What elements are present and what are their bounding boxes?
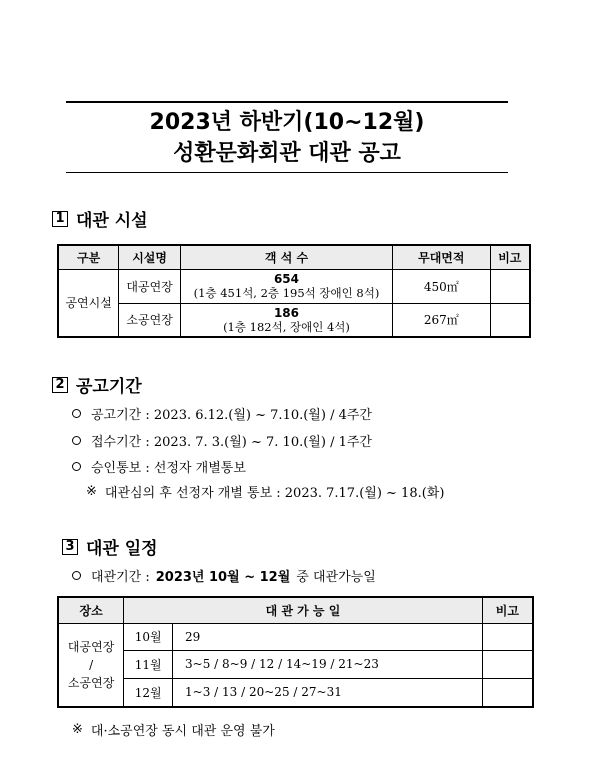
facility-header-name: 시설명 <box>119 245 181 269</box>
schedule-days: 1~3 / 13 / 20~25 / 27~31 <box>173 678 483 707</box>
rental-period-suffix: 중 대관가능일 <box>296 570 376 585</box>
schedule-note <box>482 623 533 650</box>
facility-header-area: 무대면적 <box>393 245 491 269</box>
schedule-venue-line1: 대공연장 <box>67 639 115 654</box>
schedule-row <box>58 678 533 707</box>
schedule-venue-line3: 소공연장 <box>67 675 115 690</box>
facility-row <box>58 269 530 303</box>
facility-note <box>490 303 530 337</box>
section2-heading <box>52 372 142 397</box>
facility-header-note: 비고 <box>490 245 530 269</box>
circle-bullet-icon <box>72 571 81 580</box>
concurrent-rental-note-text: 대·소공연장 동시 대관 운영 불가 <box>90 724 275 739</box>
section3-number: 3 <box>62 539 78 555</box>
note-mark-icon: ※ <box>86 484 97 499</box>
concurrent-rental-note <box>72 720 275 739</box>
facility-seats-detail: (1층 182석, 장애인 4석) <box>223 319 350 334</box>
facility-seats-total: 186 <box>273 305 300 320</box>
section1-number: 1 <box>52 211 68 227</box>
schedule-month: 10월 <box>124 623 173 650</box>
facility-header-seats: 객 석 수 <box>180 245 392 269</box>
review-note <box>86 482 444 501</box>
section2-number: 2 <box>52 377 68 393</box>
notice-period-text: 공고기간 : 2023. 6.12.(월) ~ 7.10.(월) / 4주간 <box>91 408 372 423</box>
schedule-days: 29 <box>173 623 483 650</box>
schedule-table <box>57 596 534 708</box>
approval-notice-item <box>72 457 246 476</box>
schedule-month: 11월 <box>124 650 173 678</box>
schedule-row <box>58 650 533 678</box>
facility-seats <box>180 269 392 303</box>
title-top-rule <box>66 101 508 103</box>
section3-title: 대관 일정 <box>86 539 158 559</box>
schedule-header-venue: 장소 <box>58 597 124 623</box>
facility-note <box>490 269 530 303</box>
approval-notice-text: 승인통보 : 선정자 개별통보 <box>91 461 246 476</box>
rental-period-range: 2023년 10월 ~ 12월 <box>155 570 291 585</box>
application-period-text: 접수기간 : 2023. 7. 3.(월) ~ 7. 10.(월) / 1주간 <box>91 435 372 450</box>
rental-period-prefix: 대관기간 : <box>91 570 150 585</box>
schedule-header-dates: 대 관 가 능 일 <box>124 597 482 623</box>
schedule-note <box>482 650 533 678</box>
facility-header-row <box>58 245 530 269</box>
rental-period-item <box>72 566 376 585</box>
facility-seats <box>180 303 392 337</box>
facility-area: 450㎡ <box>393 269 491 303</box>
section3-heading <box>62 534 158 559</box>
schedule-header-row <box>58 597 533 623</box>
facility-area: 267㎡ <box>393 303 491 337</box>
circle-bullet-icon <box>72 462 81 471</box>
schedule-header-note: 비고 <box>482 597 533 623</box>
facility-category: 공연시설 <box>58 269 119 337</box>
facility-name: 대공연장 <box>119 269 181 303</box>
facility-seats-total: 654 <box>273 272 300 286</box>
application-period-item <box>72 431 372 450</box>
title-bottom-rule <box>66 172 508 173</box>
facility-seats-detail: (1층 451석, 2층 195석 장애인 8석) <box>193 286 380 300</box>
schedule-note <box>482 678 533 707</box>
schedule-row <box>58 623 533 650</box>
schedule-venue-line2: / <box>89 657 94 672</box>
facility-table <box>57 244 531 338</box>
schedule-days: 3~5 / 8~9 / 12 / 14~19 / 21~23 <box>173 650 483 678</box>
notice-period-item <box>72 404 372 423</box>
review-note-text: 대관심의 후 선정자 개별 통보 : 2023. 7.17.(월) ~ 18.(화) <box>104 486 445 501</box>
section1-title: 대관 시설 <box>76 211 148 231</box>
schedule-venue <box>58 623 124 707</box>
schedule-month: 12월 <box>124 678 173 707</box>
circle-bullet-icon <box>72 409 81 418</box>
circle-bullet-icon <box>72 436 81 445</box>
facility-name: 소공연장 <box>119 303 181 337</box>
note-mark-icon: ※ <box>72 722 83 737</box>
section1-heading <box>52 206 148 231</box>
page-title-line2: 성환문화회관 대관 공고 <box>173 141 401 166</box>
facility-row <box>58 303 530 337</box>
page-title-line1: 2023년 하반기(10~12월) <box>149 110 425 135</box>
section2-title: 공고기간 <box>76 377 142 397</box>
facility-header-category: 구분 <box>58 245 119 269</box>
